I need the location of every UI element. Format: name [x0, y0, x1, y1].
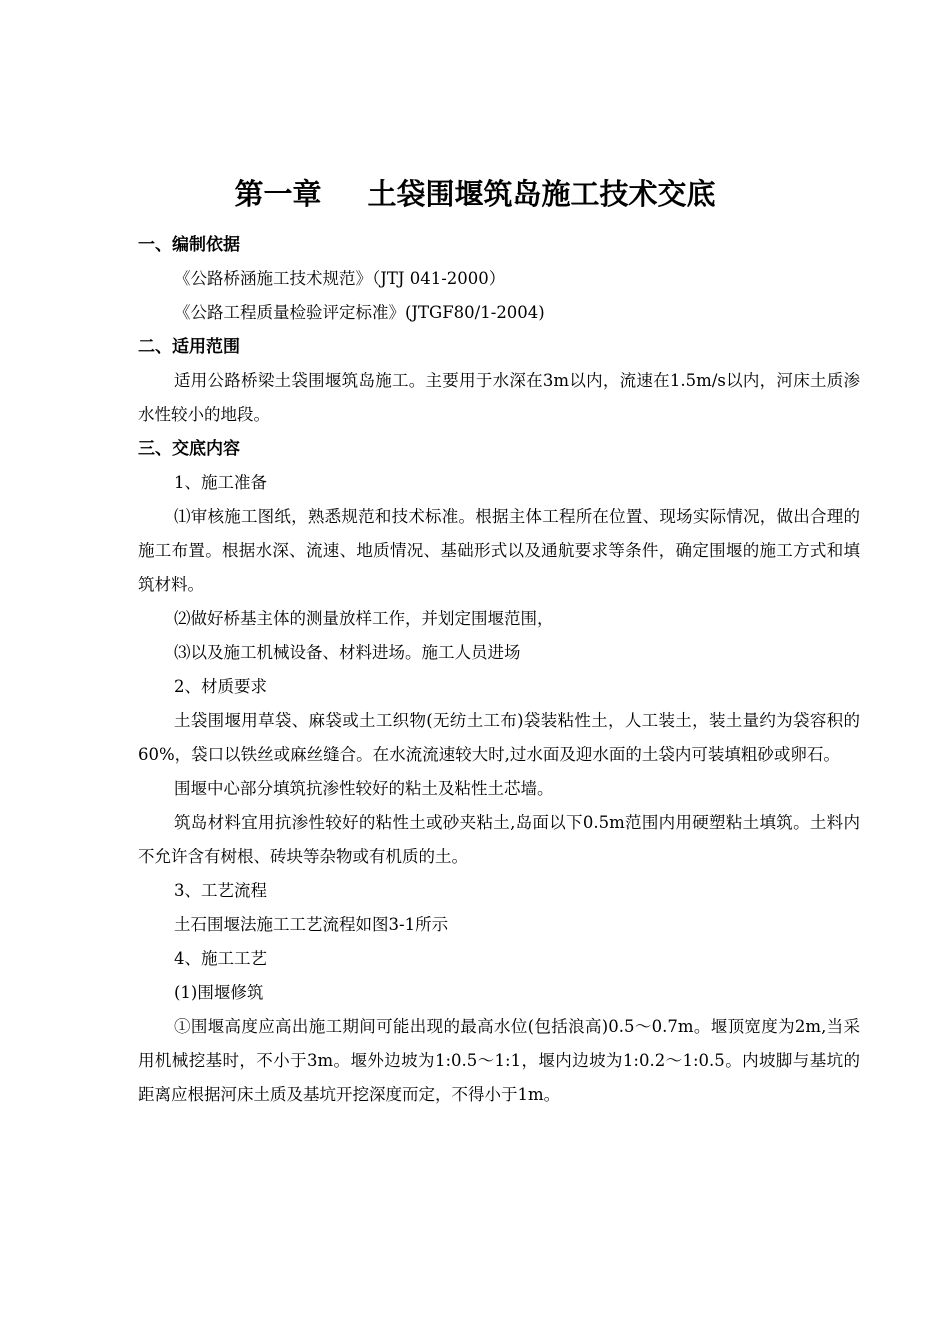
chapter-number: 第一章	[234, 177, 322, 211]
page-title	[0, 172, 950, 216]
section-heading-basis: 一、编制依据	[138, 235, 240, 255]
preparation-item-3: ⑶以及施工机械设备、材料进场。施工人员进场	[174, 643, 521, 662]
materials-paragraph-1: 土袋围堰用草袋、麻袋或土工织物(无纺土工布)袋装粘性土，人工装土，装土量约为袋容积的60%，袋口以铁丝或麻丝缝合。在水流流速较大时,过水面及迎水面的土袋内可装填粗砂或卵石。	[138, 711, 860, 764]
section-heading-content: 三、交底内容	[138, 439, 240, 459]
scope-paragraph: 适用公路桥梁土袋围堰筑岛施工。主要用于水深在3m以内，流速在1.5m/s以内，河床土质渗水性较小的地段。	[138, 371, 860, 424]
subheading-construction-process: 4、施工工艺	[174, 949, 267, 968]
section-heading-scope: 二、适用范围	[138, 337, 240, 357]
preparation-item-1: ⑴审核施工图纸，熟悉规范和技术标准。根据主体工程所在位置、现场实际情况，做出合理的施工布置。根据水深、流速、地质情况、基础形式以及通航要求等条件，确定围堰的施工方式和填筑材料。	[138, 507, 860, 594]
materials-paragraph-2: 围堰中心部分填筑抗渗性较好的粘土及粘性土芯墙。	[174, 779, 554, 798]
subheading-materials: 2、材质要求	[174, 677, 267, 696]
materials-paragraph-3: 筑岛材料宜用抗渗性较好的粘性土或砂夹粘土,岛面以下0.5m范围内用硬塑粘土填筑。土料内不允许含有树根、砖块等杂物或有机质的土。	[138, 813, 860, 866]
reference-standard-2: 《公路工程质量检验评定标准》(JTGF80/1-2004)	[174, 303, 545, 322]
document-body	[138, 228, 860, 1112]
preparation-item-2: ⑵做好桥基主体的测量放样工作，并划定围堰范围，	[174, 609, 554, 628]
cofferdam-paragraph-1: ①围堰高度应高出施工期间可能出现的最高水位(包括浪高)0.5～0.7m。堰顶宽度为2m,当采用机械挖基时，不小于3m。堰外边坡为1:0.5～1:1，堰内边坡为1:0.2～1:0.5。内坡脚与基坑的距离应根据河床土质及基坑开挖深度而定，不得小于1m。	[138, 1017, 860, 1104]
chapter-name: 土袋围堰筑岛施工技术交底	[367, 177, 716, 211]
reference-standard-1: 《公路桥涵施工技术规范》（JTJ 041-2000）	[174, 269, 506, 288]
subheading-process-flow: 3、工艺流程	[174, 881, 267, 900]
process-flow-paragraph: 土石围堰法施工工艺流程如图3-1所示	[174, 915, 449, 934]
subheading-cofferdam-building: (1)围堰修筑	[174, 983, 264, 1002]
subheading-preparation: 1、施工准备	[174, 473, 267, 492]
